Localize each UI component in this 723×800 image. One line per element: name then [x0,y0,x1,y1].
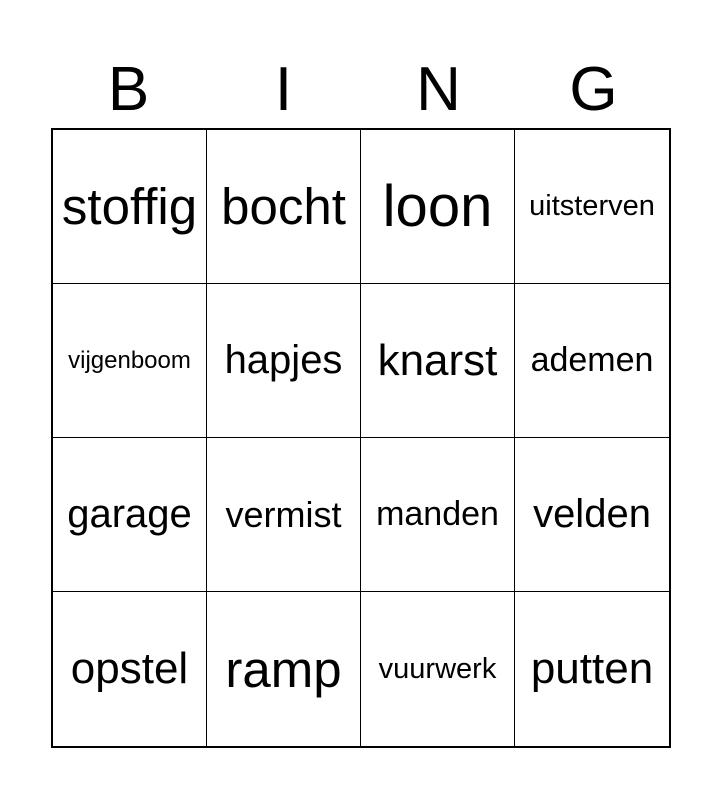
bingo-cell[interactable]: vermist [207,438,361,592]
bingo-cell[interactable]: vuurwerk [361,592,515,746]
bingo-cell[interactable]: manden [361,438,515,592]
bingo-cell[interactable]: putten [530,644,654,693]
bingo-cell[interactable]: vijgenboom [53,284,207,438]
header-letter-b: B [107,55,150,124]
header-letter-i: I [274,55,293,124]
header-letter-n: N [416,55,461,124]
bingo-cell[interactable]: opstel [53,592,207,746]
bingo-cell[interactable]: garage [53,438,207,592]
bingo-cell[interactable]: ademen [515,284,669,438]
bingo-cell[interactable]: ramp [207,592,361,746]
bingo-cell[interactable]: bocht [207,130,361,284]
bingo-header [51,52,671,128]
bingo-cell[interactable]: knarst [361,284,515,438]
bingo-cell[interactable]: velden [515,438,669,592]
bingo-card-grid [51,128,671,748]
bingo-cell[interactable]: hapjes [207,284,361,438]
bingo-cell[interactable]: loon [361,130,515,284]
bingo-cell[interactable]: uitsterven [515,130,669,284]
header-letter-g: G [569,55,618,124]
bingo-cell[interactable]: stoffig [53,130,207,284]
